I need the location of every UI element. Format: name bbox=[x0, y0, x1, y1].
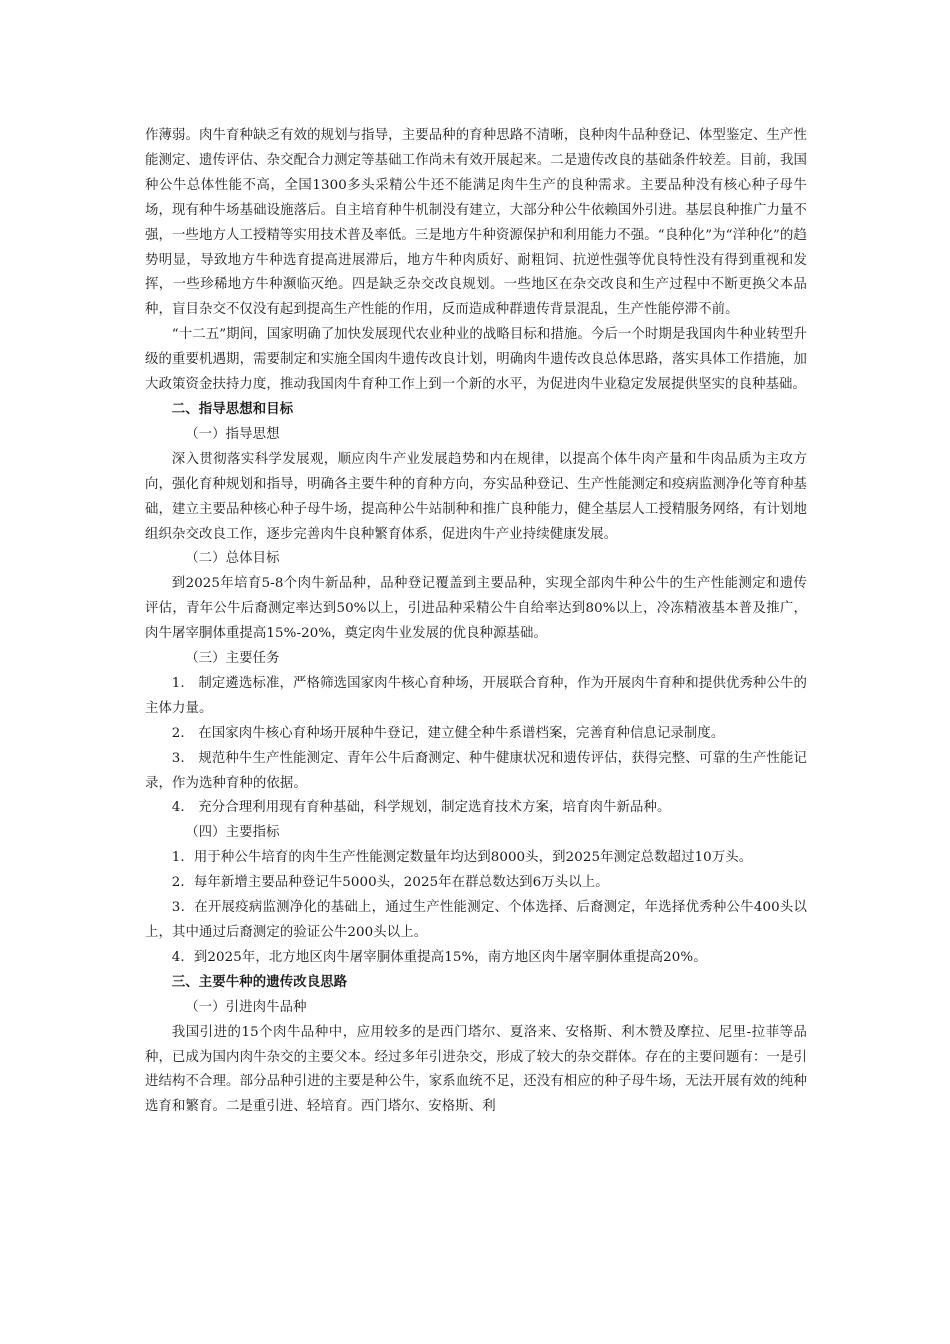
section-heading-genetic-improvement: 三、主要牛种的遗传改良思路 bbox=[171, 974, 348, 990]
subsection-heading-main-indicators: （四）主要指标 bbox=[185, 825, 280, 841]
list-item-indicator-4: 4．到2025年，北方地区肉牛屠宰胴体重提高15%，南方地区肉牛屠宰胴体重提高20%。 bbox=[171, 949, 707, 965]
list-item-task-4: 4. 充分合理利用现有育种基础，科学规划，制定选育技术方案，培育肉牛新品种。 bbox=[171, 800, 671, 816]
list-item-task-2: 2. 在国家肉牛核心育种场开展种牛登记，建立健全种牛系谱档案，完善育种信息记录制度。 bbox=[171, 725, 725, 741]
subsection-heading-main-tasks: （三）主要任务 bbox=[185, 651, 280, 667]
list-item-indicator-3: 3．在开展疫病监测净化的基础上，通过生产性能测定、个体选择、后裔测定，年选择优秀种公牛400头以上，其中通过后裔测定的验证公牛200头以上。 bbox=[145, 900, 807, 940]
document-body bbox=[145, 124, 807, 1120]
paragraph-overall-goals: 到2025年培育5-8个肉牛新品种，品种登记覆盖到主要品种，实现全部肉牛种公牛的生产性能测定和遗传评估，青年公牛后裔测定率达到50%以上，引进品种采精公牛自给率达到80%以上，冷冻精液基本普及推广，肉牛屠宰胴体重提高15%-20%，奠定肉牛业发展的优良种源基础。 bbox=[145, 576, 807, 642]
paragraph-problems-continued: 作薄弱。肉牛育种缺乏有效的规划与指导，主要品种的育种思路不清晰，良种肉牛品种登记、体型鉴定、生产性能测定、遗传评估、杂交配合力测定等基础工作尚未有效开展起来。二是遗传改良的基础条件较差。目前，我国种公牛总体性能不高，全国1300多头采精公牛还不能满足肉牛生产的良种需求。主要品种没有核心种子母牛场，现有种牛场基础设施落后。自主培育种牛机制没有建立，大部分种公牛依赖国外引进。基层良种推广力量不强，一些地方人工授精等实用技术普及率低。三是地方牛种资源保护和利用能力不强。“良种化”为“洋种化”的趋势明显，导致地方牛种选育提高进展滞后，地方牛种肉质好、耐粗饲、抗逆性强等优良特性没有得到重视和发挥，一些珍稀地方牛种濒临灭绝。四是缺乏杂交改良规划。一些地区在杂交改良和生产过程中不断更换父本品种，盲目杂交不仅没有起到提高生产性能的作用，反而造成种群遗传背景混乱，生产性能停滞不前。 bbox=[145, 128, 807, 318]
paragraph-twelfth-five-year: “十二五”期间，国家明确了加快发展现代农业种业的战略目标和措施。今后一个时期是我国肉牛种业转型升级的重要机遇期，需要制定和实施全国肉牛遗传改良计划，明确肉牛遗传改良总体思路，落实具体工作措施，加大政策资金扶持力度，推动我国肉牛育种工作上到一个新的水平，为促进肉牛业稳定发展提供坚实的良种基础。 bbox=[145, 327, 807, 393]
subsection-heading-overall-goals: （二）总体目标 bbox=[185, 551, 280, 567]
subsection-heading-guiding-ideology: （一）指导思想 bbox=[185, 426, 280, 442]
list-item-indicator-1: 1．用于种公牛培育的肉牛生产性能测定数量年均达到8000头，到2025年测定总数超过10万头。 bbox=[171, 850, 753, 866]
paragraph-guiding-ideology: 深入贯彻落实科学发展观，顺应肉牛产业发展趋势和内在规律，以提高个体牛肉产量和牛肉品质为主攻方向，强化育种规划和指导，明确各主要牛种的育种方向，夯实品种登记、生产性能测定和疫病监测净化等育种基础，建立主要品种核心种子母牛场，提高种公牛站制种和推广良种能力，健全基层人工授精服务网络，有计划地组织杂交改良工作，逐步完善肉牛良种繁育体系，促进肉牛产业持续健康发展。 bbox=[145, 451, 807, 542]
section-heading-guiding-ideology-and-goals: 二、指导思想和目标 bbox=[171, 401, 294, 417]
subsection-heading-imported-breeds: （一）引进肉牛品种 bbox=[185, 999, 307, 1015]
list-item-indicator-2: 2．每年新增主要品种登记牛5000头，2025年在群总数达到6万头以上。 bbox=[171, 875, 609, 891]
paragraph-imported-breeds: 我国引进的15个肉牛品种中，应用较多的是西门塔尔、夏洛来、安格斯、利木赞及摩拉、尼里-拉菲等品种，已成为国内肉牛杂交的主要父本。经过多年引进杂交，形成了较大的杂交群体。存在的主要问题有：一是引进结构不合理。部分品种引进的主要是种公牛，家系血统不足，还没有相应的种子母牛场，无法开展有效的纯种选育和繁育。二是重引进、轻培育。西门塔尔、安格斯、利 bbox=[145, 1024, 807, 1115]
list-item-task-3: 3. 规范种牛生产性能测定、青年公牛后裔测定、种牛健康状况和遗传评估，获得完整、可靠的生产性能记录，作为选种育种的依据。 bbox=[145, 750, 807, 791]
list-item-task-1: 1. 制定遴选标准，严格筛选国家肉牛核心育种场，开展联合育种，作为开展肉牛育种和提供优秀种公牛的主体力量。 bbox=[145, 675, 807, 716]
